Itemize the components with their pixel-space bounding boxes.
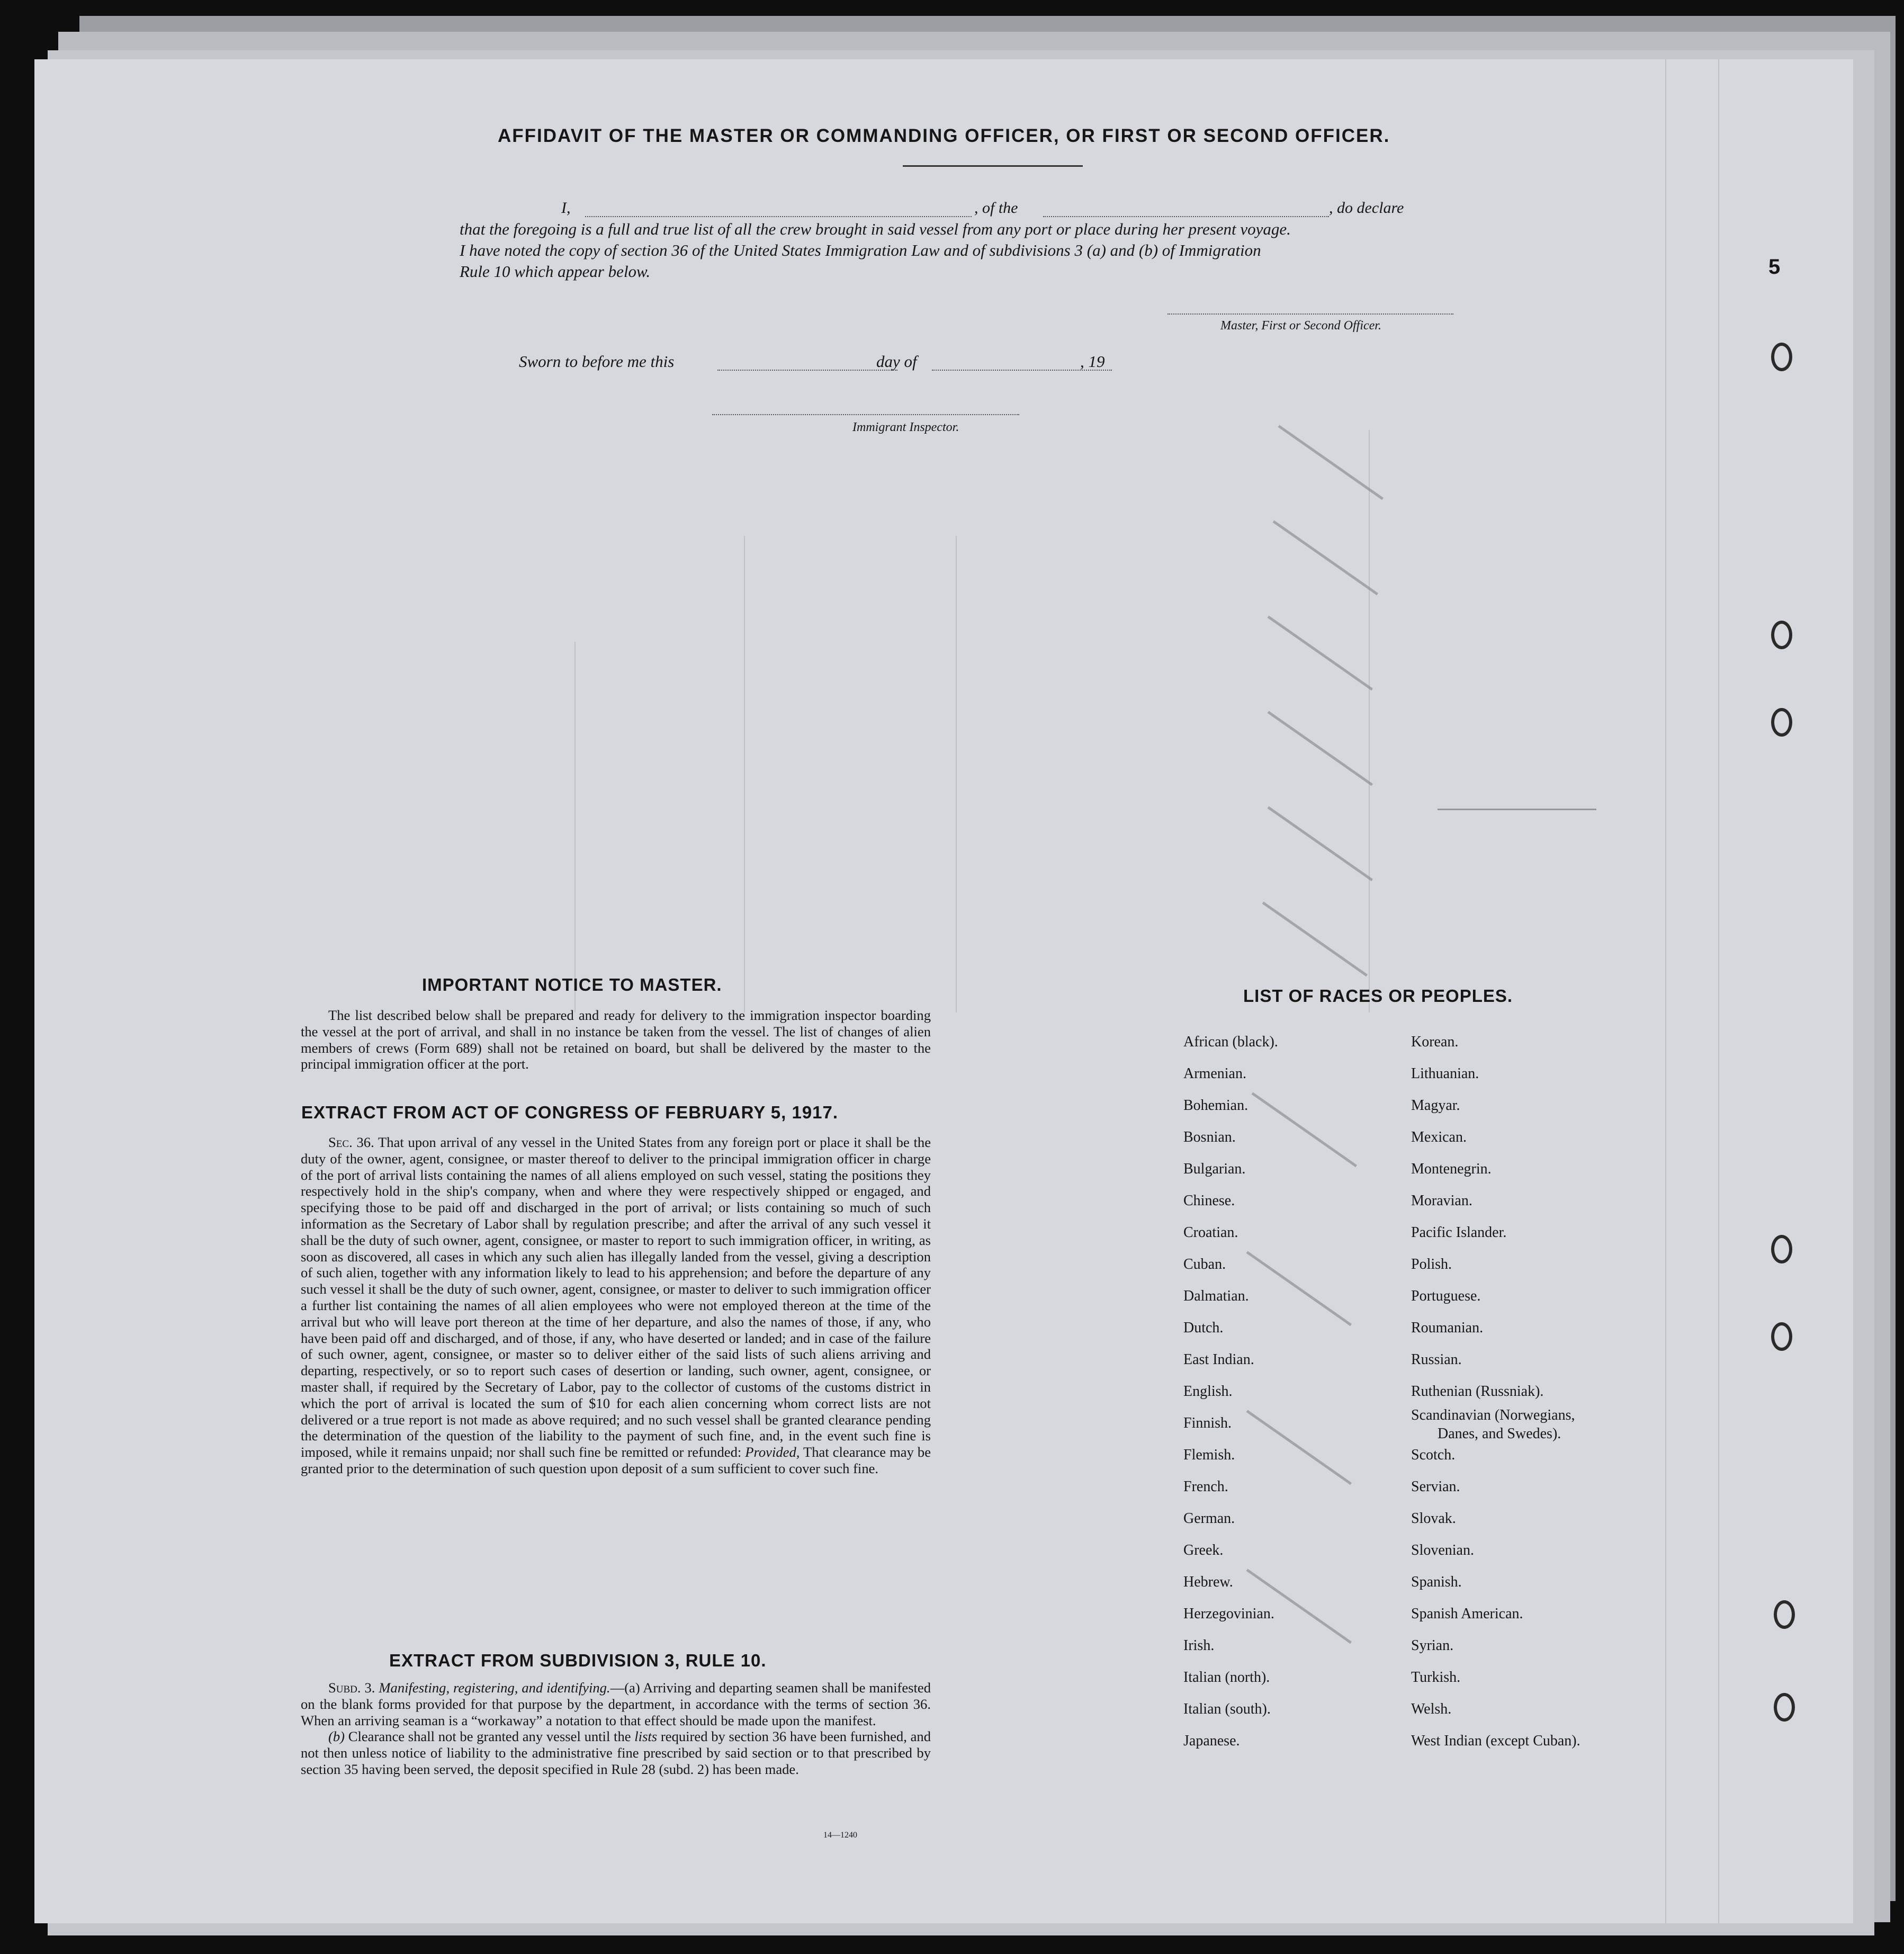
race-item: English. <box>1183 1383 1233 1400</box>
race-item: Slovenian. <box>1411 1542 1474 1558</box>
act-heading: EXTRACT FROM ACT OF CONGRESS OF FEBRUARY 5, 1917. <box>301 1103 839 1122</box>
pencil-mark <box>1246 1410 1352 1485</box>
race-item: Spanish American. <box>1411 1606 1523 1622</box>
rule-paragraph <box>301 1680 931 1823</box>
race-item: African (black). <box>1183 1034 1278 1050</box>
vessel-blank <box>1043 202 1329 217</box>
affidavit-heading: AFFIDAVIT OF THE MASTER OR COMMANDING OFFICER, OR FIRST OR SECOND OFFICER. <box>498 126 1390 146</box>
race-item: Scandinavian (Norwegians, <box>1411 1407 1575 1423</box>
ruled-line <box>1718 59 1719 1923</box>
ruled-line <box>744 536 745 1012</box>
rule-heading: EXTRACT FROM SUBDIVISION 3, RULE 10. <box>389 1651 767 1670</box>
pencil-mark <box>1278 425 1384 500</box>
race-item: Croatian. <box>1183 1224 1238 1241</box>
race-item: Cuban. <box>1183 1256 1226 1272</box>
race-item: Moravian. <box>1411 1193 1472 1209</box>
pencil-mark <box>1252 1092 1357 1167</box>
binder-hole-icon <box>1774 1693 1795 1722</box>
race-item: Bosnian. <box>1183 1129 1236 1145</box>
rule-text-b2: required by section 36 have been furnished, and not then unless notice of liability to the administrative fine prescribed by said section or to that prescribed by section 35 having been served, the deposit specified in Rule 28 (subd. 2) has been made. <box>301 1728 931 1777</box>
race-item: East Indian. <box>1183 1351 1254 1368</box>
day-blank <box>717 356 897 371</box>
declaration-i: I, <box>561 199 571 217</box>
race-item: Dalmatian. <box>1183 1288 1249 1304</box>
inspector-label: Immigrant Inspector. <box>852 420 959 434</box>
race-item-continued: Danes, and Swedes). <box>1438 1426 1561 1442</box>
act-text: That upon arrival of any vessel in the United States from any foreign port or place it shall be the duty of the owner, agent, consignee, or master thereof to deliver to the principal immigration officer in charge of the port of arrival lists containing the names of all aliens employed on such vessel, stating the positions they respectively hold in the ship's company, when and where they were respectively shipped or engaged, and specifying those to be paid off and discharged in the port of arrival; or lists containing so much of such information as the Secretary of Labor shall by regulation prescribe; and after the arrival of any such vessel it shall be the duty of such owner, agent, consignee, or master to report to such immigration officer, in writing, as soon as discovered, all cases in which any such alien has illegally landed from the vessel, giving a description of such alien, together with any information likely to lead to his apprehension; and before the departure of any such vessel it shall be the duty of such owner, agent, consignee, or master to deliver to such immigration officer a further list containing the names of all alien employees who were not employed thereon at the time of the arrival but who will leave port thereon at the time of her departure, and also the names of those, if any, who have been paid off and discharged, and of those, if any, who have deserted or landed; and in case of the failure of such owner, agent, consignee, or master so to deliver either of the said lists of such aliens arriving and departing, respectively, or so to report such cases of desertion or landing, such owner, agent, consignee, or master shall, if required by the Secretary of Labor, pay to the collector of customs of the customs district in which the port of arrival is located the sum of $10 for each alien concerning whom correct lists are not delivered or a true report is not made as above required; and no such vessel shall be granted clearance pending the determination of the question of the liability to the payment of such fine, and, in the event such fine is imposed, while it remains unpaid; nor shall such fine be remitted or refunded: <box>301 1134 931 1460</box>
ruled-line <box>956 536 957 1012</box>
race-item: Roumanian. <box>1411 1320 1484 1336</box>
pencil-mark <box>1273 520 1378 595</box>
heading-rule <box>903 165 1083 167</box>
binder-hole-icon <box>1771 343 1792 371</box>
race-item: Russian. <box>1411 1351 1462 1368</box>
notice-text: The list described below shall be prepared and ready for delivery to the immigration inspector boarding the vessel at the port of arrival, and shall in no instance be taken from the vessel. The list of changes of alien members of crews (Form 689) shall not be retained on board, but shall be delivered by the master to the principal immigration officer at the port. <box>301 1007 931 1072</box>
sworn-text: Sworn to before me this <box>519 352 675 371</box>
race-item: Portuguese. <box>1411 1288 1481 1304</box>
para-b-label: (b) <box>328 1728 345 1745</box>
binder-hole-icon <box>1771 708 1792 737</box>
race-item: Greek. <box>1183 1542 1224 1558</box>
rule-text-b1: Clearance shall not be granted any vessel until the <box>348 1728 631 1745</box>
race-item: Magyar. <box>1411 1097 1460 1114</box>
pencil-mark <box>1268 806 1373 881</box>
race-item: West Indian (except Cuban). <box>1411 1733 1580 1749</box>
race-item: Flemish. <box>1183 1447 1235 1463</box>
provided-word: Provided, <box>745 1444 800 1460</box>
race-item: Slovak. <box>1411 1510 1456 1527</box>
signature-blank <box>1167 303 1453 315</box>
pencil-mark <box>1246 1251 1352 1326</box>
race-item: Chinese. <box>1183 1193 1235 1209</box>
race-item: Irish. <box>1183 1637 1215 1654</box>
race-item: Dutch. <box>1183 1320 1224 1336</box>
race-item: Servian. <box>1411 1478 1460 1495</box>
margin-mark: 5 <box>1768 255 1781 279</box>
binder-hole-icon <box>1771 1235 1792 1263</box>
binder-hole-icon <box>1771 1322 1792 1351</box>
declaration-line-4: Rule 10 which appear below. <box>460 262 651 281</box>
notice-paragraph <box>301 1007 931 1092</box>
declaration-of: , of the <box>974 199 1018 217</box>
declaration-line-2: that the foregoing is a full and true list of all the crew brought in said vessel from any port or place during her present voyage. <box>460 220 1291 238</box>
race-item: Italian (south). <box>1183 1701 1271 1717</box>
manifest-page <box>34 59 1853 1923</box>
rule-text-a: —(a) Arriving and departing seamen shall be manifested on the blank forms provided for that purpose by the department, in accordance with the terms of section 36. When an arriving seaman is a “workaway” a notation to that effect should be made upon the manifest. <box>301 1680 931 1728</box>
race-item: Ruthenian (Russniak). <box>1411 1383 1544 1400</box>
act-paragraph <box>301 1134 931 1643</box>
day-of-text: day of <box>876 352 917 371</box>
section-label: Sec. 36. <box>328 1134 374 1150</box>
race-item: Finnish. <box>1183 1415 1232 1431</box>
ruled-line <box>1369 430 1370 1012</box>
race-item: Scotch. <box>1411 1447 1456 1463</box>
binder-hole-icon <box>1771 621 1792 649</box>
race-item: Italian (north). <box>1183 1669 1270 1686</box>
name-blank <box>585 202 972 217</box>
race-item: Pacific Islander. <box>1411 1224 1507 1241</box>
form-number: 14—1240 <box>823 1831 857 1840</box>
declaration-declare: , do declare <box>1329 199 1404 217</box>
race-item: Japanese. <box>1183 1733 1240 1749</box>
pencil-mark <box>1268 615 1373 691</box>
races-heading: LIST OF RACES OR PEOPLES. <box>1243 986 1513 1006</box>
subd-label: Subd. 3. <box>328 1680 375 1696</box>
master-signature-label: Master, First or Second Officer. <box>1220 319 1381 333</box>
ruled-line <box>574 642 576 1012</box>
lists-word: lists <box>634 1728 658 1745</box>
race-item: German. <box>1183 1510 1235 1527</box>
pencil-mark <box>1268 711 1373 786</box>
race-item: French. <box>1183 1478 1228 1495</box>
race-item: Bulgarian. <box>1183 1161 1246 1177</box>
race-item: Hebrew. <box>1183 1574 1233 1590</box>
race-item: Turkish. <box>1411 1669 1461 1686</box>
notice-heading: IMPORTANT NOTICE TO MASTER. <box>422 975 722 994</box>
race-item: Mexican. <box>1411 1129 1467 1145</box>
race-item: Bohemian. <box>1183 1097 1249 1114</box>
race-item: Montenegrin. <box>1411 1161 1492 1177</box>
race-item: Lithuanian. <box>1411 1065 1479 1082</box>
ruled-line <box>1665 59 1666 1923</box>
subd-title: Manifesting, registering, and identifying. <box>379 1680 610 1696</box>
race-item: Korean. <box>1411 1034 1459 1050</box>
pencil-mark <box>1262 901 1368 976</box>
act-text-end: That clearance may be granted prior to the determination of such question upon deposit of a sum sufficient to cover such fine. <box>301 1444 931 1476</box>
pencil-mark <box>1438 809 1596 810</box>
inspector-signature-blank <box>712 404 1019 415</box>
race-item: Armenian. <box>1183 1065 1246 1082</box>
race-item: Polish. <box>1411 1256 1452 1272</box>
race-item: Welsh. <box>1411 1701 1452 1717</box>
year-text: , 19 <box>1080 352 1105 371</box>
race-item: Spanish. <box>1411 1574 1462 1590</box>
binder-hole-icon <box>1774 1600 1795 1629</box>
declaration-line-3: I have noted the copy of section 36 of the United States Immigration Law and of subdivisions 3 (a) and (b) of Immigration <box>460 241 1261 259</box>
race-item: Syrian. <box>1411 1637 1454 1654</box>
race-item: Herzegovinian. <box>1183 1606 1274 1622</box>
